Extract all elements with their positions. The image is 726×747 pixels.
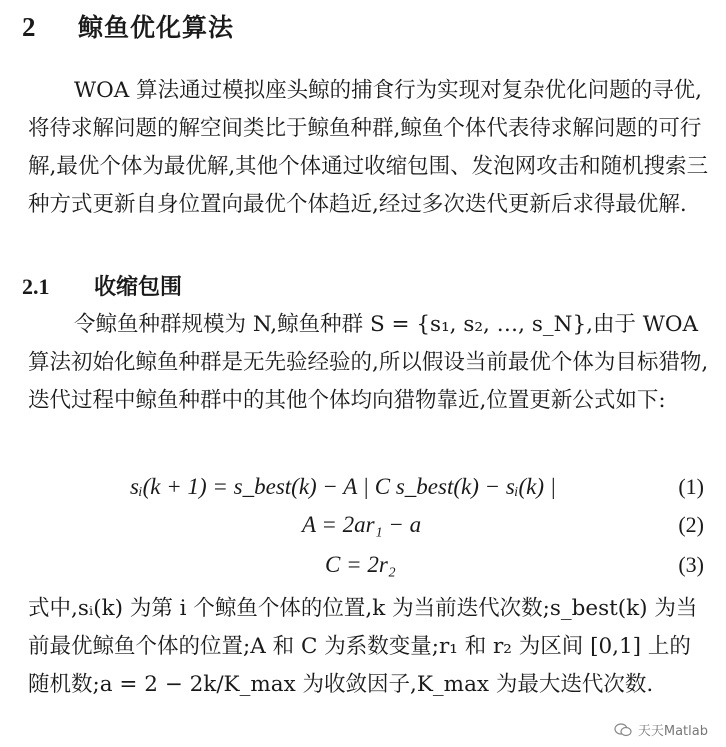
equation-1 <box>0 470 726 506</box>
subsection-heading <box>22 270 182 301</box>
subsection-title: 收缩包围 <box>94 275 183 300</box>
section-title: 鲸鱼优化算法 <box>78 13 235 42</box>
watermark-text: 天天Matlab <box>637 724 708 739</box>
subsection-number: 2.1 <box>22 274 50 299</box>
equation-3-number: (3) <box>678 552 704 577</box>
watermark <box>614 720 708 739</box>
equation-3-body: C = 2r₂ <box>325 552 396 577</box>
equation-3 <box>0 548 726 584</box>
paragraph-encircling: 令鲸鱼种群规模为 N,鲸鱼种群 S = {s₁, s₂, …, s_N},由于 WOA 算法初始化鲸鱼种群是无先验经验的,所以假设当前最优个体为目标猎物,迭代过程中鲸鱼种群中的其他个体均向猎物靠近,位置更新公式如下: <box>28 312 709 413</box>
equation-1-number: (1) <box>678 474 704 499</box>
section-heading <box>22 8 234 44</box>
paragraph-intro: WOA 算法通过模拟座头鲸的捕食行为实现对复杂优化问题的寻优,将待求解问题的解空间类比于鲸鱼种群,鲸鱼个体代表待求解问题的可行解,最优个体为最优解,其他个体通过收缩包围、发泡网攻击和随机搜索三种方式更新自身位置向最优个体趋近,经过多次迭代更新后求得最优解. <box>28 78 709 217</box>
equation-2-body: A = 2ar₁ − a <box>302 512 422 537</box>
equation-1-body: sᵢ(k + 1) = s_best(k) − A | C s_best(k) − sᵢ(k) | <box>130 474 557 499</box>
equation-2 <box>0 508 726 544</box>
section-number: 2 <box>22 12 37 42</box>
equation-2-number: (2) <box>678 512 704 537</box>
wechat-icon <box>614 723 632 737</box>
paragraph-definitions: 式中,sᵢ(k) 为第 i 个鲸鱼个体的位置,k 为当前迭代次数;s_best(k) 为当前最优鲸鱼个体的位置;A 和 C 为系数变量;r₁ 和 r₂ 为区间 [0,1] 上的随机数;a = 2 − 2k/K_max 为收敛因子,K_max 为最大迭代次数. <box>28 596 698 697</box>
